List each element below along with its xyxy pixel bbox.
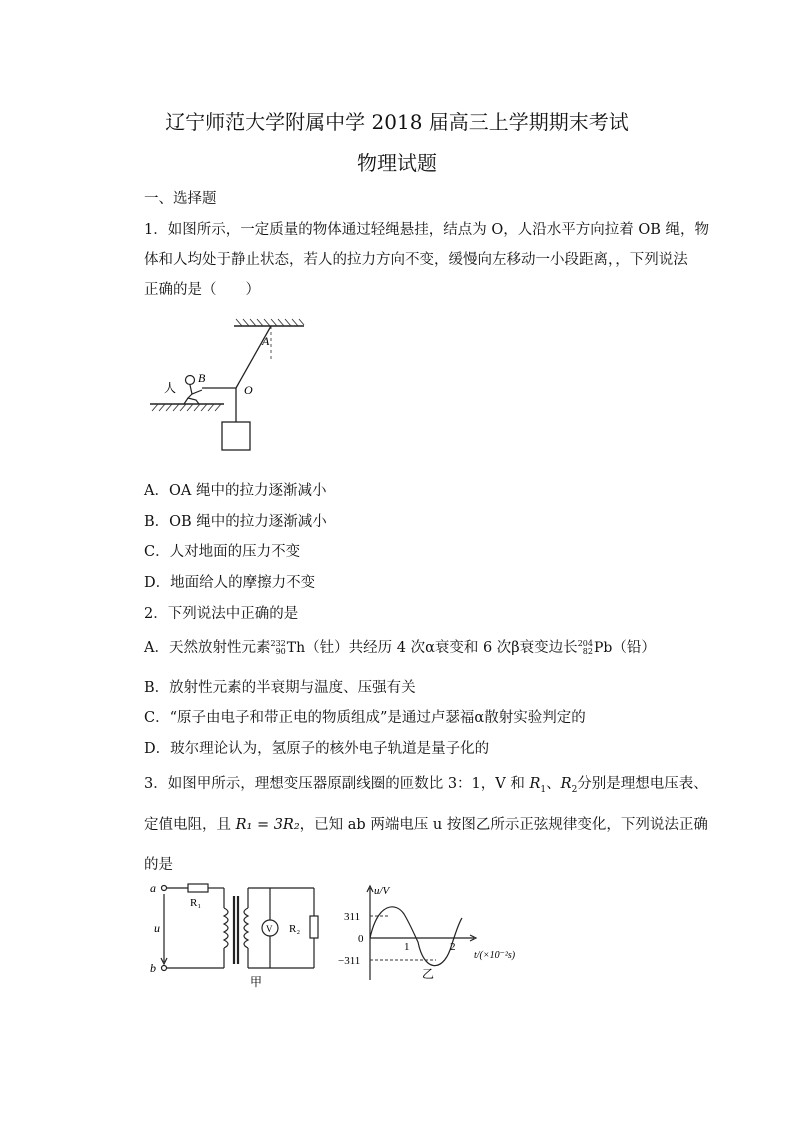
- q2-option-b: B．放射性元素的半衰期与温度、压强有关: [144, 680, 416, 696]
- q2-a-prefix: A．天然放射性元素: [144, 640, 271, 656]
- q1-option-b: B．OB 绳中的拉力逐渐减小: [144, 514, 327, 530]
- exam-title: 辽宁师范大学附属中学 2018 届高三上学期期末考试: [165, 110, 629, 134]
- q3-line1-suffix: 分别是理想电压表、: [577, 776, 708, 792]
- r1-label: R₁: [190, 897, 202, 909]
- th-atomic-number: 90: [275, 647, 286, 656]
- voltage-u-label: u: [154, 921, 160, 935]
- x-tick-2: 2: [450, 941, 456, 953]
- pb-atomic-number: 82: [582, 647, 593, 656]
- q3-line1-prefix: 3．如图甲所示，理想变压器原副线圈的匝数比 3：1，V 和: [144, 776, 530, 792]
- q3-line2-prefix: 定值电阻，且: [144, 817, 236, 833]
- pb-isotope-numbers: [578, 640, 593, 656]
- circuit-caption: 甲: [250, 975, 263, 989]
- q1-figure: [144, 318, 314, 454]
- hanging-mass: [222, 422, 250, 450]
- q3-line2-suffix: ，已知 ab 两端电压 u 按图乙所示正弦规律变化，下列说法正确: [299, 817, 708, 833]
- th-mass-number: 232: [270, 639, 286, 648]
- r2-subscript: 2: [571, 784, 578, 795]
- q1-stem-line1: 1．如图所示，一定质量的物体通过轻绳悬挂，结点为 O，人沿水平方向拉着 OB 绳，物: [144, 222, 709, 238]
- pb-mass-number: 204: [577, 639, 593, 648]
- q3-stem-line2: [144, 813, 708, 834]
- q1-stem-line3: 正确的是（ ）: [144, 282, 260, 298]
- r2-symbol: R: [560, 776, 572, 792]
- q3-separator: 、: [546, 776, 561, 792]
- q2-a-suffix: （铅）: [612, 640, 656, 656]
- r2-label: R₂: [289, 923, 301, 935]
- q3-voltage-graph: [338, 880, 538, 990]
- q3-circuit-diagram: [144, 880, 329, 990]
- voltmeter-label: V: [266, 924, 273, 934]
- y-tick-311: 311: [344, 911, 361, 923]
- label-person: 人: [164, 381, 177, 395]
- graph-ylabel: u/V: [374, 885, 390, 897]
- ceiling-hatch: [236, 319, 304, 326]
- secondary-coil: [244, 908, 248, 948]
- q2-option-c: C．“原子由电子和带正电的物质组成”是通过卢瑟福α散射实验判定的: [144, 710, 586, 726]
- label-B: B: [198, 371, 206, 385]
- q2-option-d: D．玻尔理论认为，氢原子的核外电子轨道是量子化的: [144, 741, 490, 757]
- q2-option-a: [144, 636, 656, 657]
- r1-subscript: 1: [540, 784, 547, 795]
- pb-symbol: Pb: [593, 640, 613, 656]
- q3-stem-line3: 的是: [144, 857, 173, 873]
- q1-option-d: D．地面给人的摩擦力不变: [144, 575, 316, 591]
- section-heading: 一、选择题: [144, 191, 217, 207]
- label-A: A: [262, 334, 270, 348]
- y-tick-0: 0: [358, 933, 364, 945]
- sine-curve: [370, 907, 462, 966]
- x-tick-1: 1: [404, 941, 410, 953]
- q1-option-a: A．OA 绳中的拉力逐渐减小: [144, 483, 327, 499]
- primary-coil: [224, 908, 228, 948]
- ground-hatch: [152, 404, 221, 411]
- q1-option-c: C．人对地面的压力不变: [144, 544, 301, 560]
- terminal-a: a: [150, 881, 156, 895]
- q3-equation: R₁ = 3R₂: [235, 817, 300, 833]
- th-symbol: Th: [286, 640, 306, 656]
- q2-stem: 2．下列说法中正确的是: [144, 606, 299, 622]
- q1-stem-line2: 体和人均处于静止状态，若人的拉力方向不变，缓慢向左移动一小段距离，，下列说法: [144, 252, 688, 268]
- exam-subtitle: 物理试题: [357, 151, 437, 175]
- resistor-r2: [310, 916, 318, 938]
- resistor-r1: [188, 884, 208, 892]
- y-tick-neg311: −311: [338, 955, 361, 967]
- q3-stem-line1: [144, 772, 708, 795]
- graph-xlabel: t/(×10⁻²s): [474, 950, 516, 961]
- terminal-b: b: [150, 961, 156, 975]
- th-isotope-numbers: [270, 640, 285, 656]
- graph-caption: 乙: [422, 967, 435, 981]
- q2-a-middle: （钍）共经历 4 次α衰变和 6 次β衰变边长: [305, 640, 578, 656]
- r1-symbol: R: [529, 776, 541, 792]
- label-O: O: [244, 383, 253, 397]
